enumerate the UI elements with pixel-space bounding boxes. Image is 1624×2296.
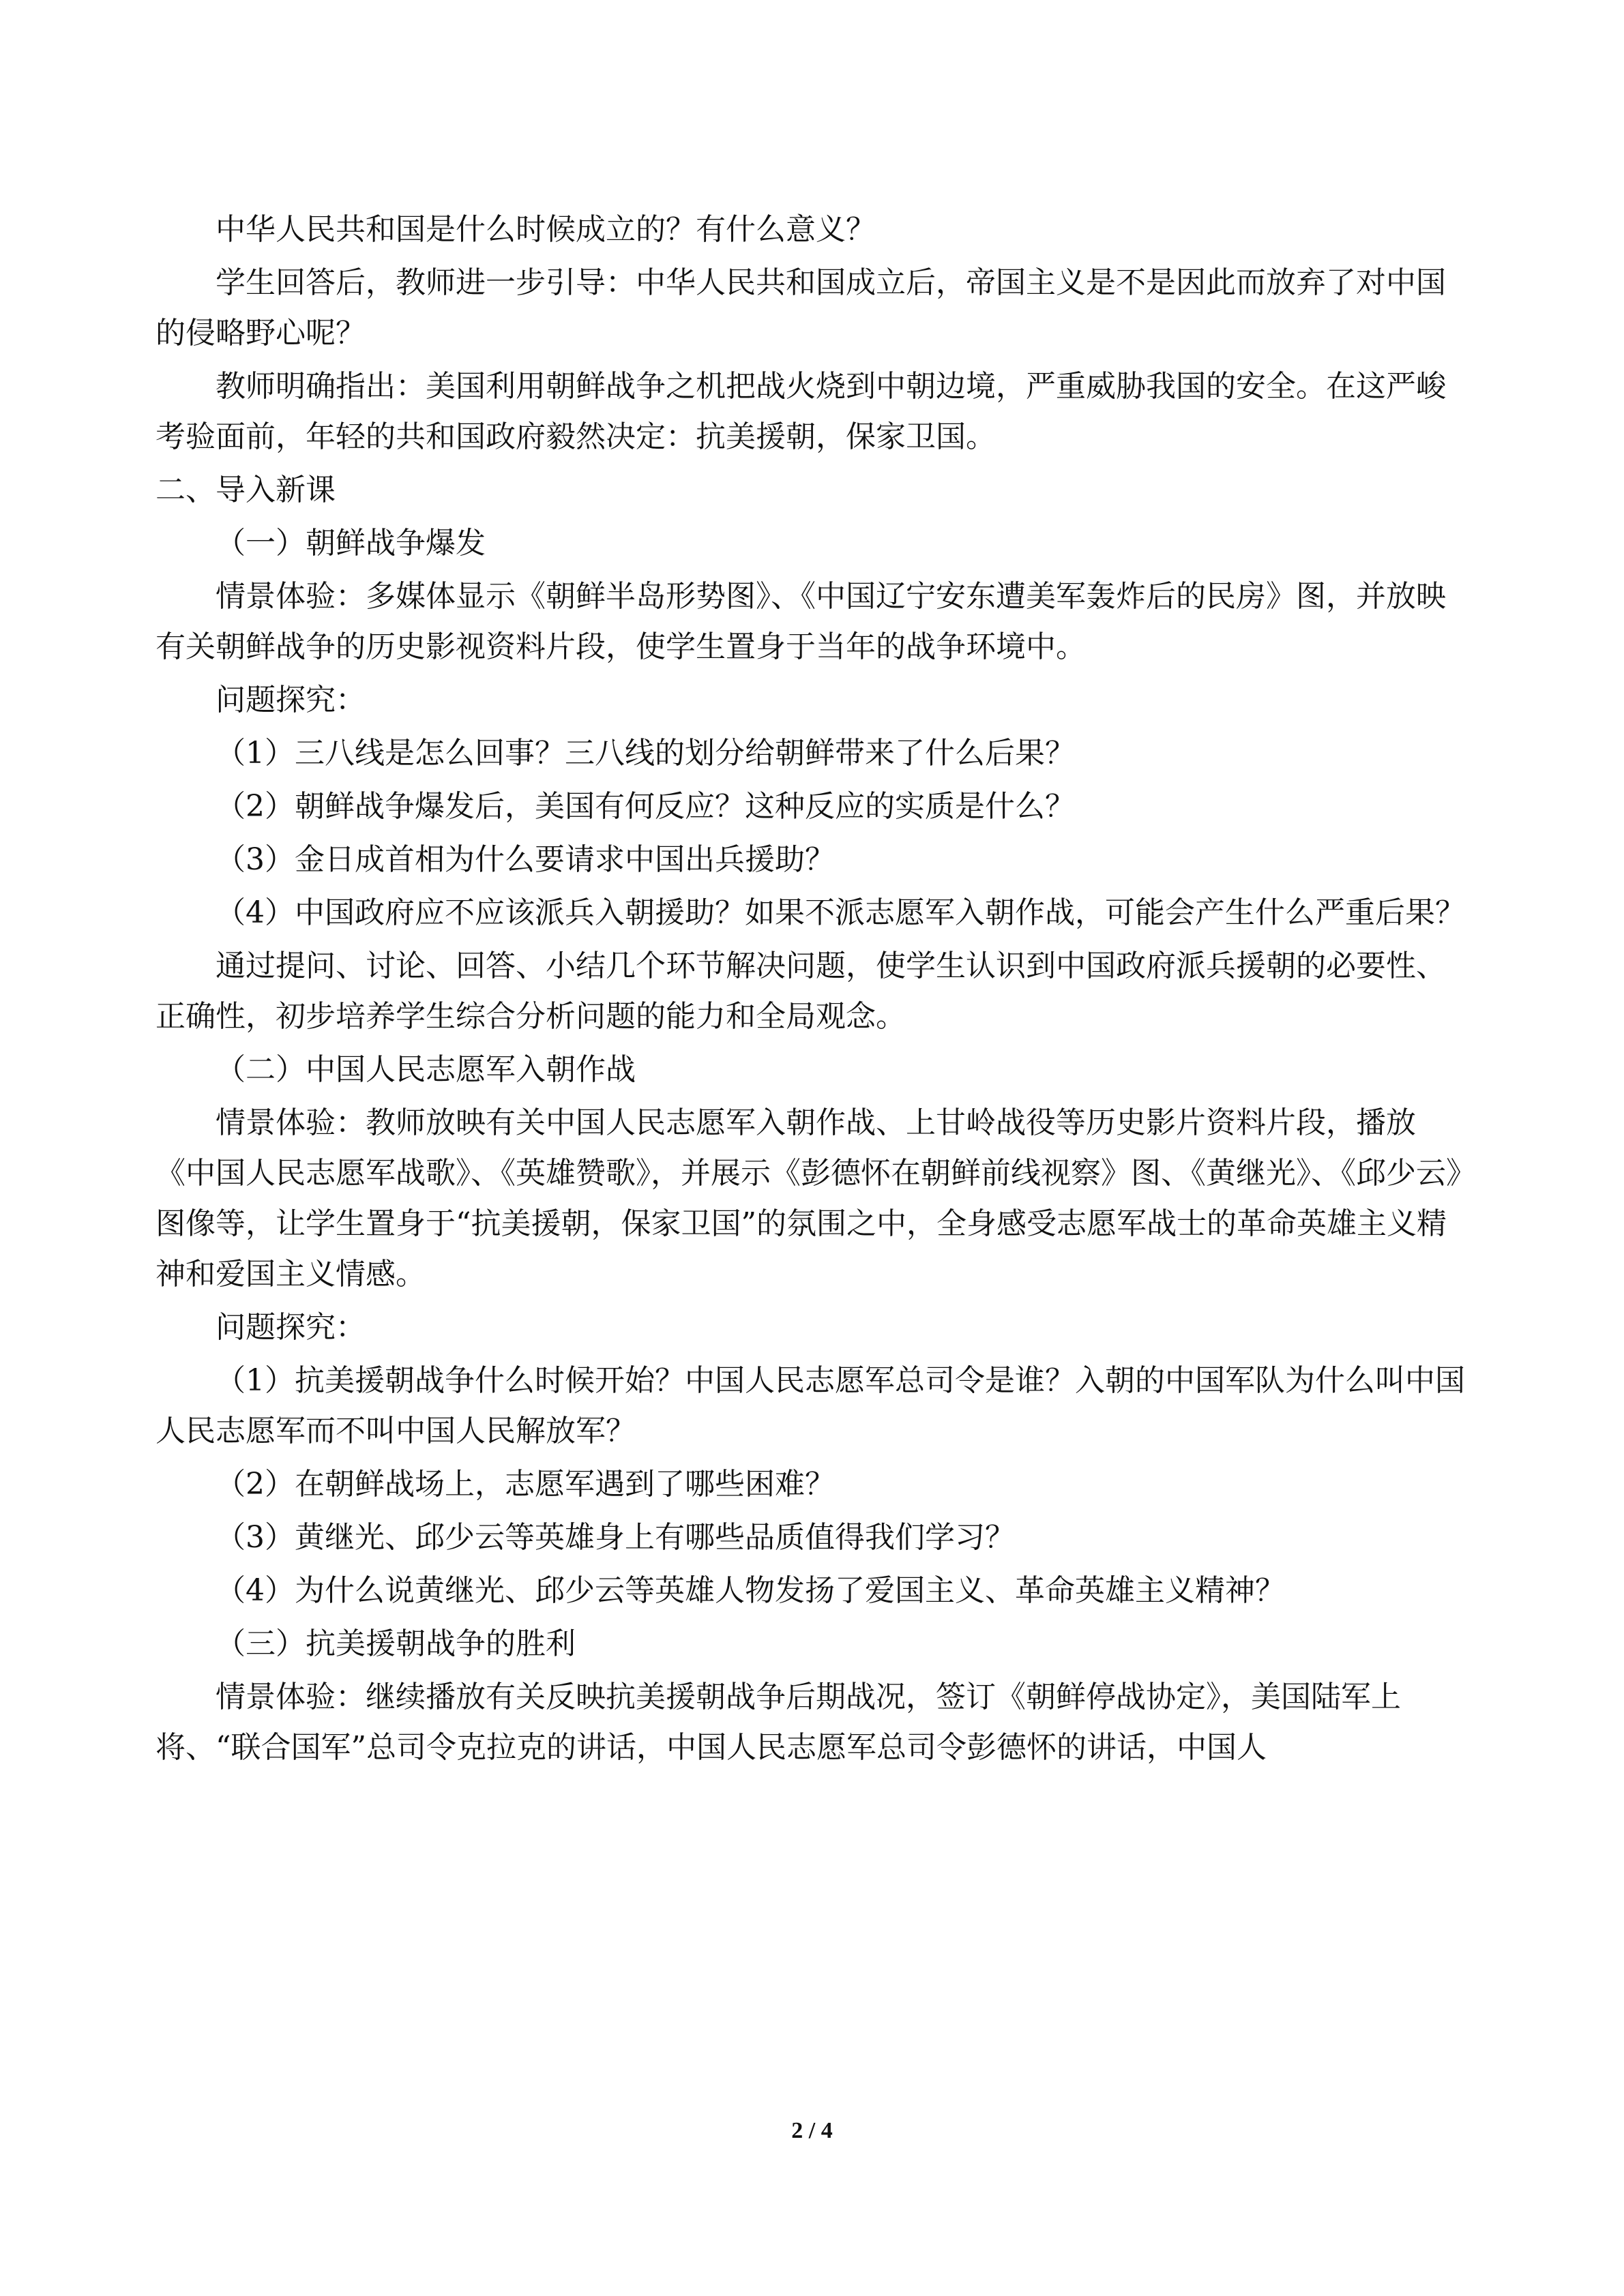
paragraph-summary-1: 通过提问、讨论、回答、小结几个环节解决问题，使学生认识到中国政府派兵援朝的必要性、正确性，初步培养学生综合分析问题的能力和全局观念。 [156, 949, 1446, 1034]
question-1-1: （1）三八线是怎么回事？三八线的划分给朝鲜带来了什么后果？ [216, 736, 1075, 771]
subheading-korean-war-outbreak: （一）朝鲜战争爆发 [216, 526, 486, 561]
paragraph-teacher-statement: 教师明确指出：美国利用朝鲜战争之机把战火烧到中朝边境，严重威胁我国的安全。在这严峻考验面前，年轻的共和国政府毅然决定：抗美援朝，保家卫国。 [156, 369, 1446, 454]
question-1-4: （4）中国政府应不应该派兵入朝援助？如果不派志愿军入朝作战，可能会产生什么严重后果？ [216, 895, 1465, 930]
question-2-1: （1）抗美援朝战争什么时候开始？中国人民志愿军总司令是谁？入朝的中国军队为什么叫中国人民志愿军而不叫中国人民解放军？ [156, 1363, 1465, 1448]
question-1-3: （3）金日成首相为什么要请求中国出兵援助？ [216, 842, 835, 877]
paragraph-teacher-guidance: 学生回答后，教师进一步引导：中华人民共和国成立后，帝国主义是不是因此而放弃了对中国的侵略野心呢？ [156, 265, 1446, 351]
paragraph-question-founding: 中华人民共和国是什么时候成立的？有什么意义？ [216, 212, 876, 247]
question-2-2: （2）在朝鲜战场上，志愿军遇到了哪些困难？ [216, 1467, 835, 1502]
subheading-volunteers-enter-war: （二）中国人民志愿军入朝作战 [216, 1052, 636, 1087]
subheading-war-victory: （三）抗美援朝战争的胜利 [216, 1626, 576, 1661]
section-heading-new-lesson: 二、导入新课 [156, 473, 336, 507]
document-body [156, 205, 1468, 1773]
page-number: 2 / 4 [791, 2118, 833, 2143]
question-2-4: （4）为什么说黄继光、邱少云等英雄人物发扬了爱国主义、革命英雄主义精神？ [216, 1573, 1285, 1608]
paragraph-scenario-1: 情景体验：多媒体显示《朝鲜半岛形势图》、《中国辽宁安东遭美军轰炸后的民房》图，并放映有关朝鲜战争的历史影视资料片段，使学生置身于当年的战争环境中。 [156, 579, 1446, 664]
paragraph-scenario-3: 情景体验：继续播放有关反映抗美援朝战争后期战况，签订《朝鲜停战协定》，美国陆军上将、“联合国军”总司令克拉克的讲话，中国人民志愿军总司令彭德怀的讲话，中国人 [156, 1680, 1401, 1765]
question-1-2: （2）朝鲜战争爆发后，美国有何反应？这种反应的实质是什么？ [216, 789, 1075, 824]
label-problem-inquiry-2: 问题探究： [216, 1310, 366, 1345]
question-2-3: （3）黄继光、邱少云等英雄身上有哪些品质值得我们学习？ [216, 1520, 1015, 1555]
label-problem-inquiry-1: 问题探究： [216, 683, 366, 717]
paragraph-scenario-2: 情景体验：教师放映有关中国人民志愿军入朝作战、上甘岭战役等历史影片资料片段，播放《中国人民志愿军战歌》、《英雄赞歌》，并展示《彭德怀在朝鲜前线视察》图、《黄继光》、《邱少云》图像等，让学生置身于“抗美援朝，保家卫国”的氛围之中，全身感受志愿军战士的革命英雄主义精神和爱国主义情感。 [156, 1105, 1461, 1292]
